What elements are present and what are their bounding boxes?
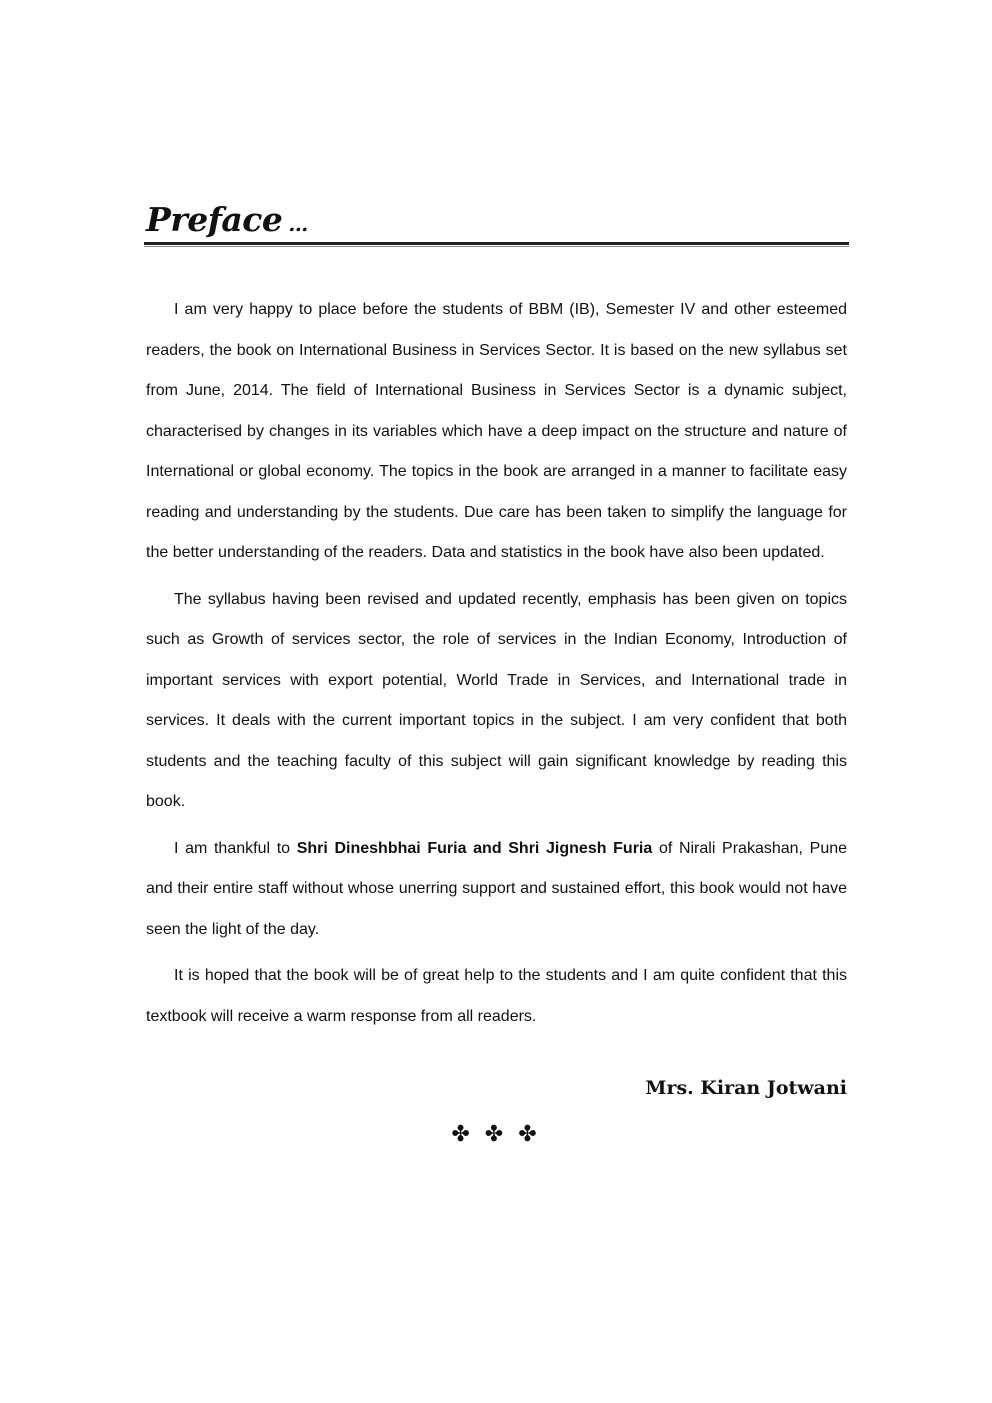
page-title (146, 200, 308, 244)
author-signature: Mrs. Kiran Jotwani (645, 1077, 847, 1099)
page-title-ellipsis: ... (288, 212, 308, 236)
page-title-text: Preface (146, 200, 283, 239)
preface-body (146, 290, 847, 1043)
paragraph-2: The syllabus having been revised and updated recently, emphasis has been given on topics such as Growth of services sector, the role of services in the Indian Economy, Introduction of important services with export potential, World Trade in Services, and International trade in services. It deals with the current important topics in the subject. I am very confident that both students and the teaching faculty of this subject will gain significant knowledge by reading this book. (146, 590, 847, 810)
paragraph-3 (146, 829, 847, 951)
paragraph-1: I am very happy to place before the students of BBM (IB), Semester IV and other esteemed readers, the book on International Business in Services Sector. It is based on the new syllabus set from June, 2014. The field of International Business in Services Sector is a dynamic subject, characterised by changes in its variables which have a deep impact on the structure and nature of International or global economy. The topics in the book are arranged in a manner to facilitate easy reading and understanding by the students. Due care has been taken to simplify the language for the better understanding of the readers. Data and statistics in the book have also been updated. (146, 301, 847, 561)
paragraph-3-intro: I am thankful to (174, 839, 297, 857)
title-underline-thin (144, 246, 849, 247)
section-end-ornament: ✤ ✤ ✤ (451, 1122, 541, 1147)
title-underline-thick (144, 242, 849, 245)
paragraph-3-rest: of Nirali Prakashan, Pune and their entire staff without whose unerring support and sustained effort, this book would not have seen the light of the day. (146, 839, 848, 938)
paragraph-4: It is hoped that the book will be of great help to the students and I am quite confident that this textbook will receive a warm response from all readers. (146, 967, 847, 1025)
acknowledged-names: Shri Dineshbhai Furia and Shri Jignesh Furia (296, 839, 653, 857)
